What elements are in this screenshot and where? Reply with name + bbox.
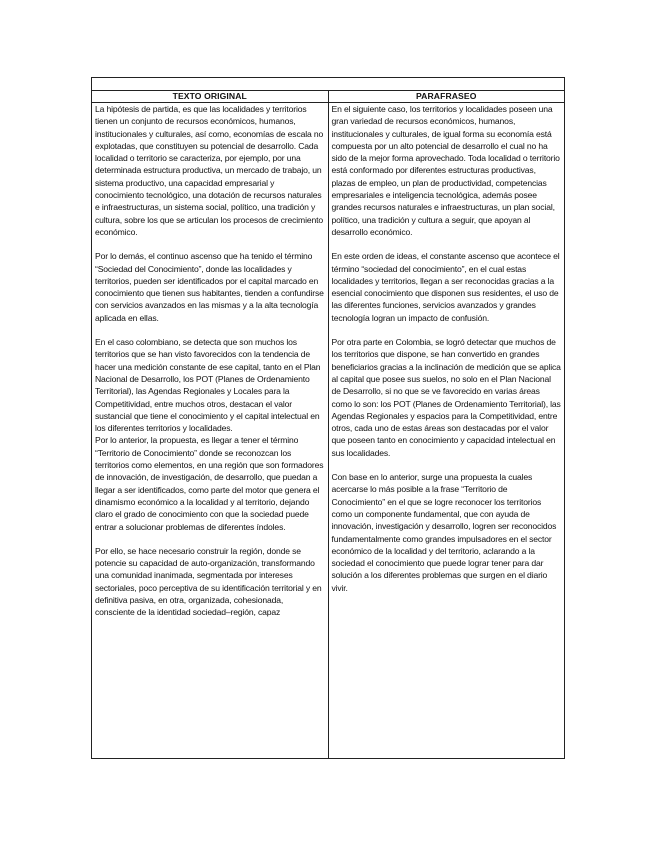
original-text-column — [92, 103, 329, 759]
paraphrase-paragraph-1: En el siguiente caso, los territorios y localidades poseen una gran variedad de recursos económicos, humanos, institucionales y culturales, de igual forma su economía está compuesta por un alto potencial de desarrollo el cual no ha sido de la mejor forma aprovechado. Toda localidad o territorio está conformado por diferentes estructuras productivas, plazas de empleo, un plan de productividad, competencias empresariales e inteligencia tecnológica, además posee grandes recursos naturales e infraestructuras, un plan social, político, una tradición y cultura a seguir, que apoyan al desarrollo económico. — [331, 104, 560, 237]
header-original: TEXTO ORIGINAL — [92, 91, 329, 103]
paraphrase-text-column — [328, 103, 565, 759]
table-header-row — [92, 91, 565, 103]
paraphrase-paragraph-2: En este orden de ideas, el constante ascenso que acontece el término “sociedad del conocimiento”, en el cual estas localidades y territorios, llegan a ser reconocidas gracias a la esencial conocimiento que disponen sus residentes, el uso de las diferentes funciones, servicios avanzados y grandes tecnología logran un impacto de confusión. — [331, 251, 560, 323]
table-title-cell — [92, 78, 565, 91]
paraphrase-paragraph-4: Con base en lo anterior, surge una propuesta la cuales acercarse lo más posible a la frase “Territorio de Conocimiento” en el que se logre reconocer los territorios como un componente fundamental, que con ayuda de innovación, investigación y desarrollo, logren ser reconocidos fundamentalmente como grandes impulsadores en el sector económico de la localidad y del territorio, aclarando a la sociedad el conocimiento que puede lograr tener para dar solución a los diferentes problemas que surgen en el diario vivir. — [331, 472, 557, 593]
original-paragraph-4: Por lo anterior, la propuesta, es llegar a tener el término “Territorio de Conocimiento” donde se reconozcan los territorios como elementos, en una región que son formadores de innovación, de investigación, de desarrollo, que puedan a llegar a ser identificados, como parte del motor que genera el dinamismo económico a la localidad y al territorio, dejando claro el grado de conocimiento con que la sociedad puede entrar a solucionar problemas de diferentes índoles. — [95, 435, 324, 532]
paraphrase-paragraph-3: Por otra parte en Colombia, se logró detectar que muchos de los territorios que dispone, se han convertido en grandes beneficiarios gracias a la inclinación de medición que se aplica al capital que posee sus suelos, no solo en el Plan Nacional de Desarrollo, si no que se ve favorecido en varias áreas como lo son: los POT (Planes de Ordenamiento Territorial), las Agendas Regionales y espacios para la Competitividad, entre otros, cada uno de estas áreas son destacadas por el valor que poseen tanto en conocimiento y capacidad intelectual en sus localidades. — [331, 337, 561, 458]
header-paraphrase: PARAFRASEO — [328, 91, 565, 103]
original-paragraph-1: La hipótesis de partida, es que las localidades y territorios tienen un conjunto de recursos económicos, humanos, institucionales y culturales, así como, economías de escala no explotadas, que constituyen su potencial de desarrollo. Cada localidad o territorio se caracteriza, por ejemplo, por una determinada estructura productiva, un mercado de trabajo, un sistema productivo, una capacidad empresarial y conocimiento tecnológico, una dotación de recursos naturales e infraestructuras, un sistema social, político, una tradición y cultura, sobre los que se articulan los procesos de crecimiento económico. — [95, 104, 324, 237]
table-title-row — [92, 78, 565, 91]
original-paragraph-2: Por lo demás, el continuo ascenso que ha tenido el término “Sociedad del Conocimiento”, donde las localidades y territorios, pueden ser identificados por el capital marcado en conocimiento que tienen sus habitantes, tienden a confundirse con servicios avanzados en las mismas y a la alta tecnología aplicada en ellas. — [95, 251, 324, 323]
table-body-row — [92, 103, 565, 759]
original-paragraph-5: Por ello, se hace necesario construir la región, donde se potencie su capacidad de auto-organización, transformando una comunidad inanimada, segmentada por intereses sectoriales, poco perceptiva de su identificación territorial y en definitiva pasiva, en otra, organizada, cohesionada, consciente de la identidad sociedad–región, capaz — [95, 545, 322, 618]
original-paragraph-3: En el caso colombiano, se detecta que son muchos los territorios que se han visto favorecidos con la tendencia de hacer una medición constante de ese capital, tanto en el Plan Nacional de Desarrollo, los POT (Planes de Ordenamiento Territorial), las Agendas Regionales y Locales para la Competitividad, entre muchos otros, destacan el valor sustancial que tiene el conocimiento y el capital intelectual en los diferentes territorios y localidades. — [95, 337, 321, 434]
comparison-table — [91, 77, 565, 759]
